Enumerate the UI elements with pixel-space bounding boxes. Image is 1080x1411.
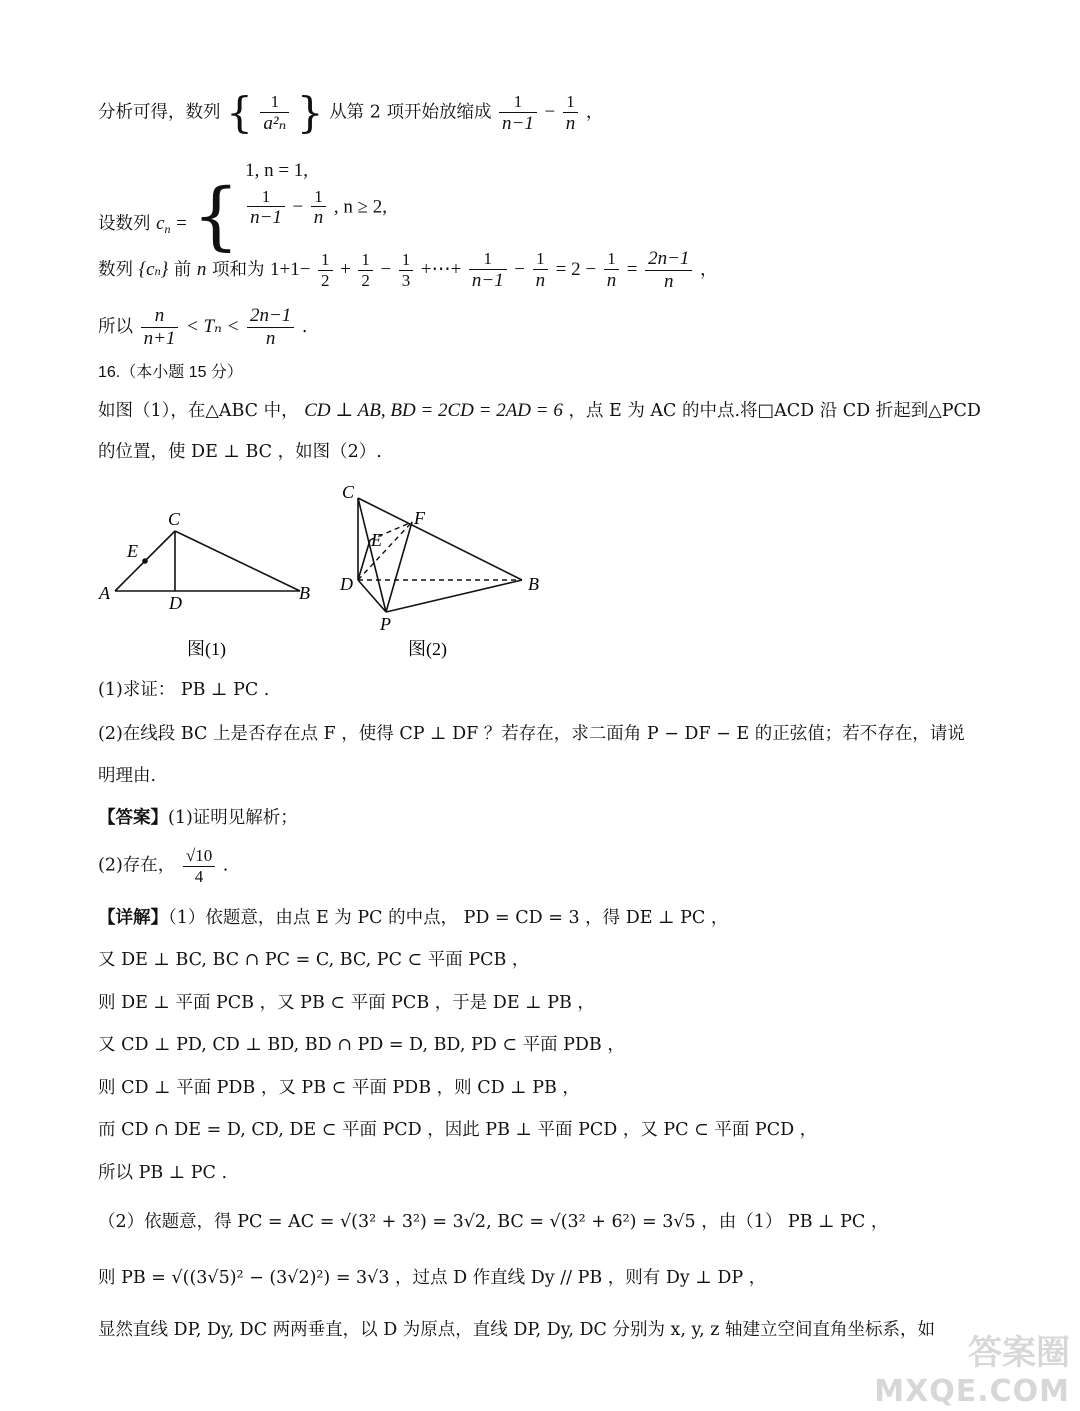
answer-line-2: (2)存在， $\frac{√10}{4}$ . xyxy=(98,846,229,886)
detail-line-6: 而 CD ∩ DE = D, CD, DE ⊂ 平面 PCD ，因此 PB ⊥ 平面 PCD ，又 PC ⊂ 平面 PCD ， xyxy=(98,1120,818,1140)
detail-line-5: 则 CD ⊥ 平面 PDB ，又 PB ⊂ 平面 PDB ，则 CD ⊥ PB ， xyxy=(98,1078,580,1098)
caption-fig-2: 图(2) xyxy=(408,639,447,659)
detail-line-7: 所以 PB ⊥ PC . xyxy=(98,1163,228,1183)
frac: $\frac{1}{2}$ xyxy=(318,250,333,290)
frac: $\frac{1}{n}$ xyxy=(311,187,327,229)
detail-line-9: 则 PB = √((3√5)² − (3√2)²) = 3√3 ，过点 D 作直线 Dy // PB ，则有 Dy ⊥ DP ， xyxy=(98,1268,767,1288)
frac: $\frac{1}{n-1}$ xyxy=(469,249,507,291)
frac-1-over-a2n: $\frac{1}{\text{a²ₙ}}$ xyxy=(260,92,289,134)
detail-line-3: 则 DE ⊥ 平面 PCB ，又 PB ⊂ 平面 PCB ，于是 DE ⊥ PB ， xyxy=(98,993,595,1013)
label-d: D xyxy=(340,574,353,594)
detail-line-1: 【详解】（1）依题意，由点 E 为 PC 的中点， PD = CD = 3 ，得 DE ⊥ PC ， xyxy=(98,908,729,928)
edge-cb xyxy=(175,531,300,591)
frac: $\frac{2n-1}{n}$ xyxy=(645,248,692,293)
label-c: C xyxy=(168,509,181,529)
watermark: 答案圈 MXQE.COM xyxy=(874,1333,1070,1409)
detail-line-4: 又 CD ⊥ PD, CD ⊥ BD, BD ∩ PD = D, BD, PD ⊂ 平面 PDB ， xyxy=(98,1035,625,1055)
sub-question-2-line-2: 明理由. xyxy=(98,766,157,786)
text: 分析可得，数列 xyxy=(98,102,221,123)
brace-right: } xyxy=(296,88,324,137)
frac-sqrt10-over-4: $\frac{√10}{4}$ xyxy=(183,846,215,886)
line-2: 设数列 $c_n$ = { 1, n = 1, $\frac{1}{n-1}$ − $\frac{1}{n}$ , n ≥ 2, xyxy=(98,160,388,259)
label-a: A xyxy=(99,583,110,603)
edge-de xyxy=(358,540,370,580)
frac: $\frac{2n-1}{n}$ xyxy=(247,305,294,350)
detail-tag: 【详解】 xyxy=(98,908,168,928)
answer-line-1: 【答案】(1)证明见解析； xyxy=(98,808,298,828)
line-1: 分析可得，数列 { $\frac{1}{\text{a²ₙ}}$ } 从第 2 项开始放缩成 $\frac{1}{n-1}$ − $\frac{1}{n}$ ， xyxy=(98,88,604,137)
figure-2 xyxy=(330,480,560,665)
frac: $\frac{1}{3}$ xyxy=(399,250,414,290)
edge-fp xyxy=(386,522,412,612)
frac: $\frac{1}{n-1}$ xyxy=(499,92,537,134)
frac: $\frac{1}{n-1}$ xyxy=(247,187,285,229)
sub-question-2-line-1: (2)在线段 BC 上是否存在点 F ，使得 CP ⊥ DF ？若存在，求二面角 P − DF − E 的正弦值；若不存在，请说 xyxy=(98,724,965,744)
point-e xyxy=(142,558,148,564)
frac: $\frac{1}{n}$ xyxy=(533,249,549,291)
line-3: 数列 {cn} 前 n 项和为 1+1− $\frac{1}{2}$ + $\frac{1}{2}$ − $\frac{1}{3}$ +⋯+ $\frac{1}{n-1}$ − $\frac{1}{n}$ = 2 − $\frac{1}{n}$ = $\frac{2n-1}{n}$ ， xyxy=(98,248,718,292)
question-stem-line-1: 如图（1），在△ABC 中， CD ⊥ AB, BD = 2CD = 2AD = 6 ，点 E 为 AC 的中点.将□ACD 沿 CD 折起到△PCD xyxy=(98,400,981,421)
detail-line-10: 显然直线 DP, Dy, DC 两两垂直，以 D 为原点，直线 DP, Dy, DC 分别为 x, y, z 轴建立空间直角坐标系，如 xyxy=(98,1320,935,1340)
frac: $\frac{n}{n+1}$ xyxy=(141,305,179,350)
label-b: B xyxy=(528,574,539,594)
piecewise-cases: 1, n = 1, $\frac{1}{n-1}$ − $\frac{1}{n}$ , n ≥ 2, xyxy=(245,160,388,229)
answer-tag: 【答案】 xyxy=(98,808,168,828)
question-stem-line-2: 的位置，使 DE ⊥ BC ，如图（2）. xyxy=(98,442,382,462)
label-p: P xyxy=(380,614,391,634)
text: 从第 2 项开始放缩成 xyxy=(329,102,492,123)
caption-fig-1: 图(1) xyxy=(187,639,226,659)
line-4: 所以 $\frac{n}{n+1}$ < Tₙ < $\frac{2n-1}{n}$ . xyxy=(98,305,308,349)
frac: $\frac{1}{n}$ xyxy=(563,92,579,134)
question-title: 16.（本小题 15 分） xyxy=(98,364,243,381)
label-d: D xyxy=(169,593,182,613)
label-e: E xyxy=(127,541,138,561)
detail-line-2: 又 DE ⊥ BC, BC ∩ PC = C, BC, PC ⊂ 平面 PCB ， xyxy=(98,950,530,970)
edge-pb xyxy=(386,580,522,612)
label-c: C xyxy=(342,482,355,502)
detail-line-8: （2）依题意，得 PC = AC = √(3² + 3²) = 3√2, BC = √(3² + 6²) = 3√5 ，由（1） PB ⊥ PC ， xyxy=(98,1212,889,1232)
frac: $\frac{1}{n}$ xyxy=(604,249,620,291)
case-2: $\frac{1}{n-1}$ − $\frac{1}{n}$ , n ≥ 2, xyxy=(245,187,387,229)
subscript-n: n xyxy=(164,221,171,236)
brace-left: { xyxy=(226,88,253,137)
label-b: B xyxy=(299,583,310,603)
label-e: E xyxy=(371,530,382,550)
edge-cb xyxy=(358,498,522,580)
label-f: F xyxy=(414,508,425,528)
sub-question-1: (1)求证： PB ⊥ PC . xyxy=(98,680,270,700)
frac: $\frac{1}{2}$ xyxy=(358,250,373,290)
piecewise-brace: { xyxy=(192,173,240,259)
figure-1 xyxy=(95,505,325,665)
